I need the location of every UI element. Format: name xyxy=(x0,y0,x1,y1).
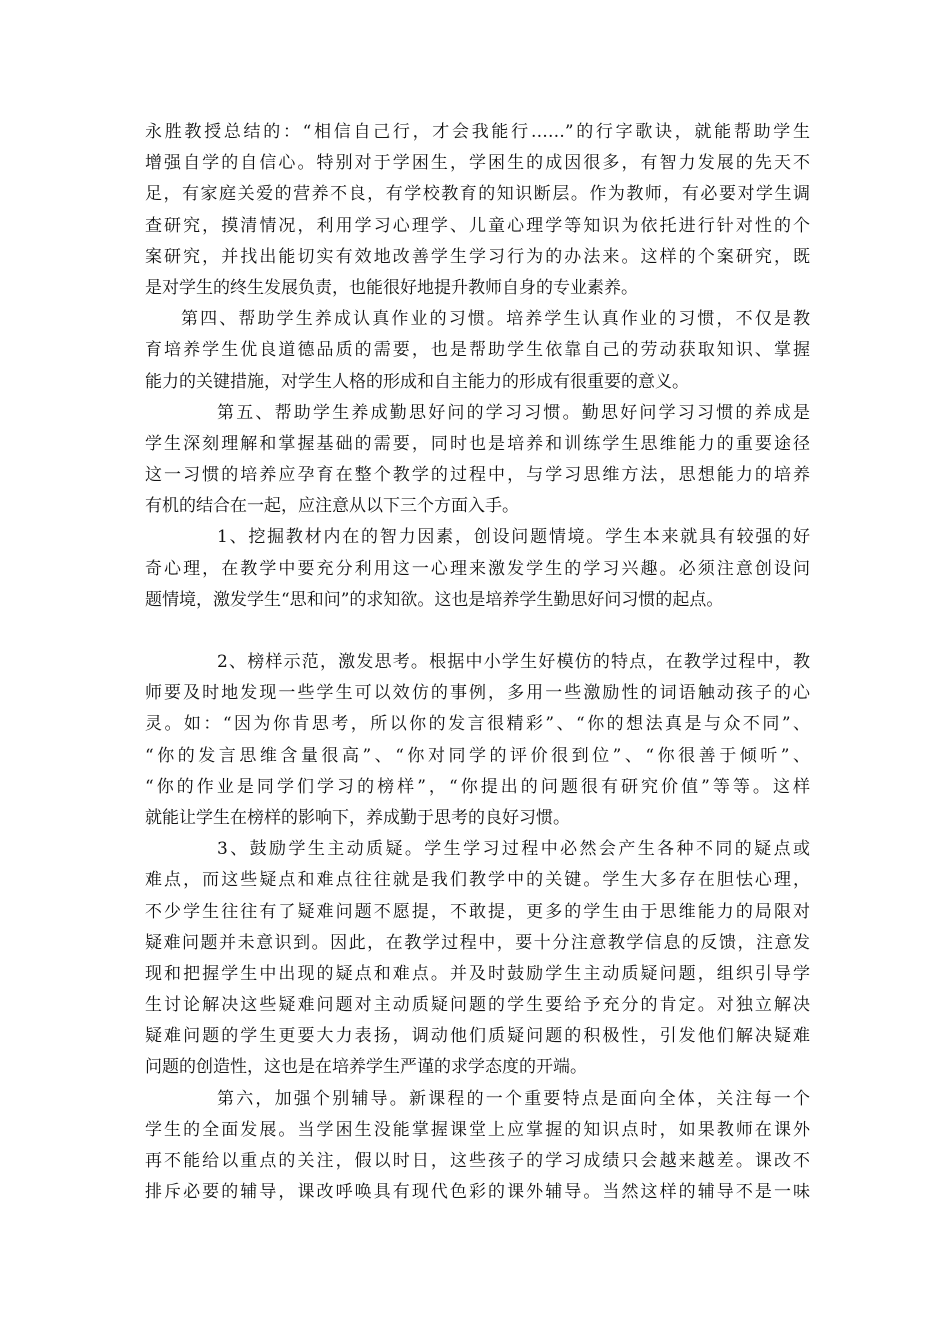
paragraph xyxy=(145,834,810,1084)
text-line: 题情境，激发学生“思和问”的求知欲。这也是培养学生勤思好问习惯的起点。 xyxy=(145,589,724,610)
text-line: 育培养学生优良道德品质的需要，也是帮助学生依靠自己的劳动获取知识、掌握 xyxy=(145,340,810,361)
text-line: 有机的结合在一起，应注意从以下三个方面入手。 xyxy=(145,496,519,517)
paragraph-gap xyxy=(145,616,810,647)
text-line: 永胜教授总结的：“相信自己行，才会我能行……”的行字歌诀，就能帮助学生 xyxy=(145,122,810,142)
text-line: 学生的全面发展。当学困生没能掌握课堂上应掌握的知识点时，如果教师在课外 xyxy=(145,1119,810,1140)
text-line: 疑难问题并未意识到。因此，在教学过程中，要十分注意教学信息的反馈，注意发 xyxy=(145,932,810,953)
text-line: 现和把握学生中出现的疑点和难点。并及时鼓励学生主动质疑问题，组织引导学 xyxy=(145,963,810,984)
text-line: 能力的关键措施，对学生人格的形成和自主能力的形成有很重要的意义。 xyxy=(145,371,689,392)
text-line: 第四、帮助学生养成认真作业的习惯。培养学生认真作业的习惯，不仅是教 xyxy=(181,309,810,330)
text-line: 第六，加强个别辅导。新课程的一个重要特点是面向全体，关注每一个 xyxy=(217,1088,810,1109)
text-line: “你的发言思维含量很高”、“你对同学的评价很到位”、“你很善于倾听”、 xyxy=(145,745,810,766)
text-line: 奇心理，在教学中要充分利用这一心理来激发学生的学习兴趣。必须注意创设问 xyxy=(145,558,810,579)
text-line: 疑难问题的学生更要大力表扬，调动他们质疑问题的积极性，引发他们解决疑难 xyxy=(145,1026,810,1047)
document-body xyxy=(145,117,810,1208)
text-line: 2、榜样示范，激发思考。根据中小学生好模仿的特点，在教学过程中，教 xyxy=(217,652,810,672)
text-line: 灵。如：“因为你肯思考，所以你的发言很精彩”、“你的想法真是与众不同”、 xyxy=(145,714,810,735)
paragraph xyxy=(145,647,810,834)
text-line: 第五、帮助学生养成勤思好问的学习习惯。勤思好问学习习惯的养成是 xyxy=(217,402,810,423)
text-line: 查研究，摸清情况，利用学习心理学、儿童心理学等知识为依托进行针对性的个 xyxy=(145,215,810,236)
text-line: 这一习惯的培养应孕育在整个教学的过程中，与学习思维方法，思想能力的培养 xyxy=(145,465,810,486)
text-line: 问题的创造性，这也是在培养学生严谨的求学态度的开端。 xyxy=(145,1057,587,1078)
text-line: 不少学生往往有了疑难问题不愿提，不敢提，更多的学生由于思维能力的局限对 xyxy=(145,901,810,922)
text-line: 3、鼓励学生主动质疑。学生学习过程中必然会产生各种不同的疑点或 xyxy=(217,839,810,860)
text-line: 增强自学的自信心。特别对于学困生，学困生的成因很多，有智力发展的先天不 xyxy=(145,153,810,174)
text-line: “你的作业是同学们学习的榜样”，“你提出的问题很有研究价值”等等。这样 xyxy=(145,776,810,797)
text-line: 案研究，并找出能切实有效地改善学生学习行为的办法来。这样的个案研究，既 xyxy=(145,246,810,267)
text-line: 难点，而这些疑点和难点往往就是我们教学中的关键。学生大多存在胆怯心理， xyxy=(145,870,810,891)
text-line: 就能让学生在榜样的影响下，养成勤于思考的良好习惯。 xyxy=(145,807,570,828)
text-line: 再不能给以重点的关注，假以时日，这些孩子的学习成绩只会越来越差。课改不 xyxy=(145,1151,810,1171)
text-line: 是对学生的终生发展负责，也能很好地提升教师自身的专业素养。 xyxy=(145,277,638,298)
paragraph xyxy=(145,1084,810,1209)
text-line: 学生深刻理解和掌握基础的需要，同时也是培养和训练学生思维能力的重要途径 xyxy=(145,433,810,454)
paragraph xyxy=(145,304,810,398)
paragraph xyxy=(145,398,810,523)
text-line: 足，有家庭关爱的营养不良，有学校教育的知识断层。作为教师，有必要对学生调 xyxy=(145,184,810,205)
paragraph xyxy=(145,117,810,304)
text-line: 排斥必要的辅导，课改呼唤具有现代色彩的课外辅导。当然这样的辅导不是一味 xyxy=(145,1182,810,1203)
text-line: 1、挖掘教材内在的智力因素，创设问题情境。学生本来就具有较强的好 xyxy=(217,527,810,548)
text-line: 生讨论解决这些疑难问题对主动质疑问题的学生要给予充分的肯定。对独立解决 xyxy=(145,995,810,1016)
paragraph xyxy=(145,522,810,616)
text-line: 师要及时地发现一些学生可以效仿的事例，多用一些激励性的词语触动孩子的心 xyxy=(145,683,810,704)
